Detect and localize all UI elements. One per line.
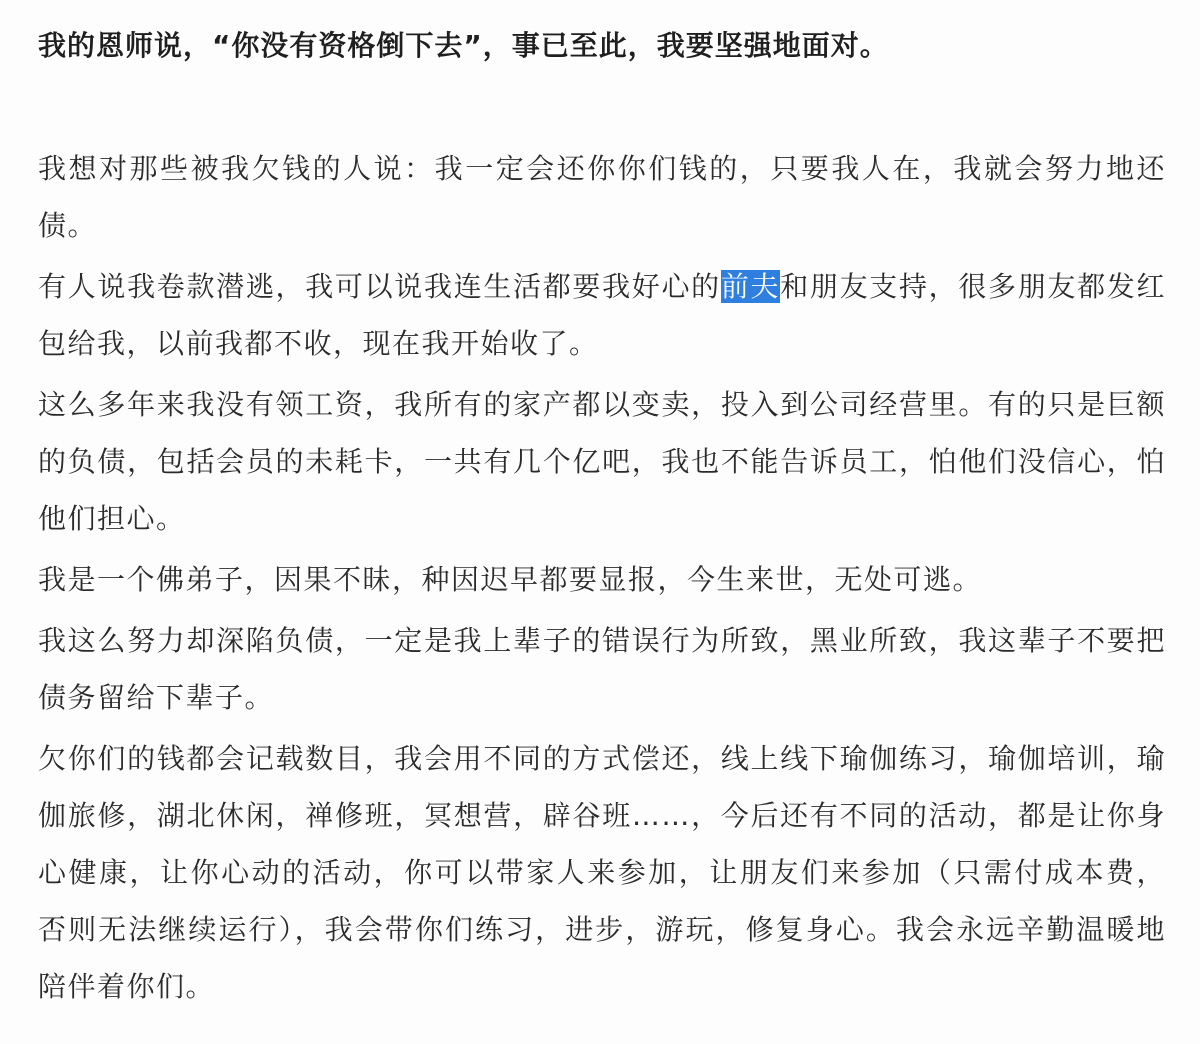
heading: 我的恩师说，“你没有资格倒下去”，事已至此，我要坚强地面对。 <box>38 29 889 62</box>
paragraph-finances[interactable]: 这么多年来我没有领工资，我所有的家产都以变卖，投入到公司经营里。有的只是巨额的负债，包括会员的未耗卡，一共有几个亿吧，我也不能告诉员工，怕他们没信心，怕他们担心。 <box>38 388 1166 535</box>
paragraph-support-text-before[interactable]: 有人说我卷款潜逃，我可以说我连生活都要我好心的 <box>38 270 721 303</box>
paragraph-list <box>38 140 1166 1015</box>
paragraph-debt-promise[interactable]: 我想对那些被我欠钱的人说：我一定会还你你们钱的，只要我人在，我就会努力地还债。 <box>38 152 1166 242</box>
selected-text-highlight[interactable]: 前夫 <box>720 270 781 303</box>
paragraph-repayment-plan[interactable]: 欠你们的钱都会记载数目，我会用不同的方式偿还，线上线下瑜伽练习，瑜伽培训，瑜伽旅修，湖北休闲，禅修班，冥想营，辟谷班……，今后还有不同的活动，都是让你身心健康，让你心动的活动，你可以带家人来参加，让朋友们来参加（只需付成本费， 否则无法继续运行），我会带你们练习，进步，游玩，修复身心。我会永远辛勤温暖地陪伴着你们。 <box>38 742 1166 1003</box>
paragraph-support[interactable] <box>38 258 1166 372</box>
paragraph-support-text-after[interactable]: 和朋友支持，很多朋友都发红包给我，以前我都不收，现在我开始收了。 <box>38 270 1166 360</box>
paragraph-effort[interactable]: 我这么努力却深陷负债，一定是我上辈子的错误行为所致，黑业所致，我这辈子不要把债务留给下辈子。 <box>38 624 1166 714</box>
paragraph-karma[interactable]: 我是一个佛弟子，因果不昧，种因迟早都要显报，今生来世，无处可逃。 <box>38 563 983 596</box>
